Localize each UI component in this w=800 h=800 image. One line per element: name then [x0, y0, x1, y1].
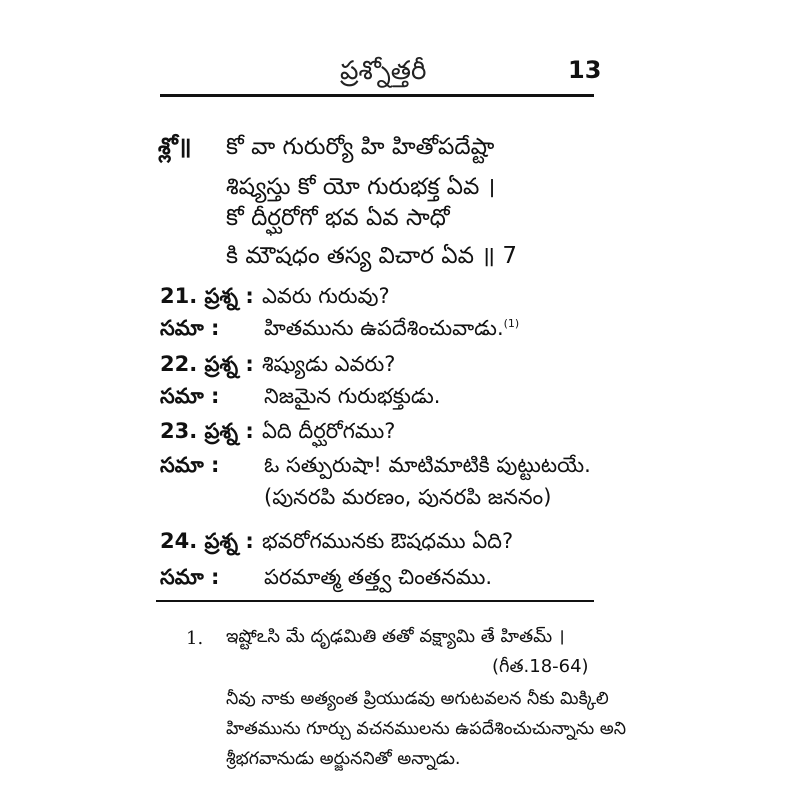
answer-row [160, 316, 519, 346]
question-label: 22. ప్రశ్న : [160, 352, 254, 376]
footnote-body-line: హితమును గూర్చు వచనములను ఉపదేశించుచున్నాను అని [226, 719, 627, 739]
verse-line: కి మౌషధం తస్య విచార ఏవ ॥ 7 [226, 243, 517, 269]
answer-text: ఓ సత్పురుషా! మాటిమాటికి పుట్టుటయే. [264, 453, 591, 477]
verse-line: కో వా గురుర్యో హి హితోపదేష్టా [226, 134, 495, 160]
footnote-body-line: శ్రీభగవానుడు అర్జుననితో అన్నాడు. [226, 749, 461, 769]
verse-line: శిష్యస్తు కో యో గురుభక్త ఏవ । [226, 174, 496, 200]
answer-row [160, 565, 492, 595]
question-text: భవరోగమునకు ఔషధము ఏది? [262, 529, 514, 553]
running-header-title: ప్రశ్నోత్తరీ [340, 56, 427, 86]
footnote-quote: ఇష్టోఽసి మే దృఢమితి తతో వక్ష్యామి తే హితమ్ । [226, 626, 565, 647]
question-label: 21. ప్రశ్న : [160, 284, 254, 308]
question-label: 23. ప్రశ్న : [160, 419, 254, 443]
answer-text: నిజమైన గురుభక్తుడు. [264, 384, 441, 408]
footnote-body-line: నీవు నాకు అత్యంత ప్రియుడవు అగుటవలన నీకు మిక్కిలి [226, 689, 609, 709]
footnote-citation: (గీత.18-64) [492, 656, 589, 677]
answer-row [160, 453, 591, 483]
answer-label: సమా : [160, 565, 220, 589]
question-row [160, 352, 395, 382]
answer-row [160, 384, 440, 414]
question-row [160, 419, 395, 449]
verse-line: కో దీర్ఘరోగో భవ ఏవ సాధో [226, 205, 450, 231]
question-text: ఏది దీర్ఘరోగము? [262, 419, 396, 443]
answer-text: పరమాత్మ తత్త్వ చింతనము. [264, 565, 493, 589]
answer-label: సమా : [160, 453, 220, 477]
answer-continuation: (పునరపి మరణం, పునరపి జననం) [264, 485, 552, 509]
answer-label: సమా : [160, 316, 220, 340]
question-label: 24. ప్రశ్న : [160, 529, 254, 553]
answer-label: సమా : [160, 384, 220, 408]
footnote-reference: (1) [503, 317, 520, 330]
footnote-rule [156, 600, 594, 602]
page-number: 13 [568, 56, 602, 84]
question-row [160, 284, 390, 314]
question-text: శిష్యుడు ఎవరు? [262, 352, 396, 376]
verse-marker: శ్లో॥ [158, 134, 192, 160]
header-rule [160, 94, 594, 97]
answer-text: హితమును ఉపదేశించువాడు. [264, 316, 504, 340]
question-row [160, 529, 513, 559]
question-text: ఎవరు గురువు? [262, 284, 390, 308]
footnote-number: 1. [186, 628, 204, 649]
